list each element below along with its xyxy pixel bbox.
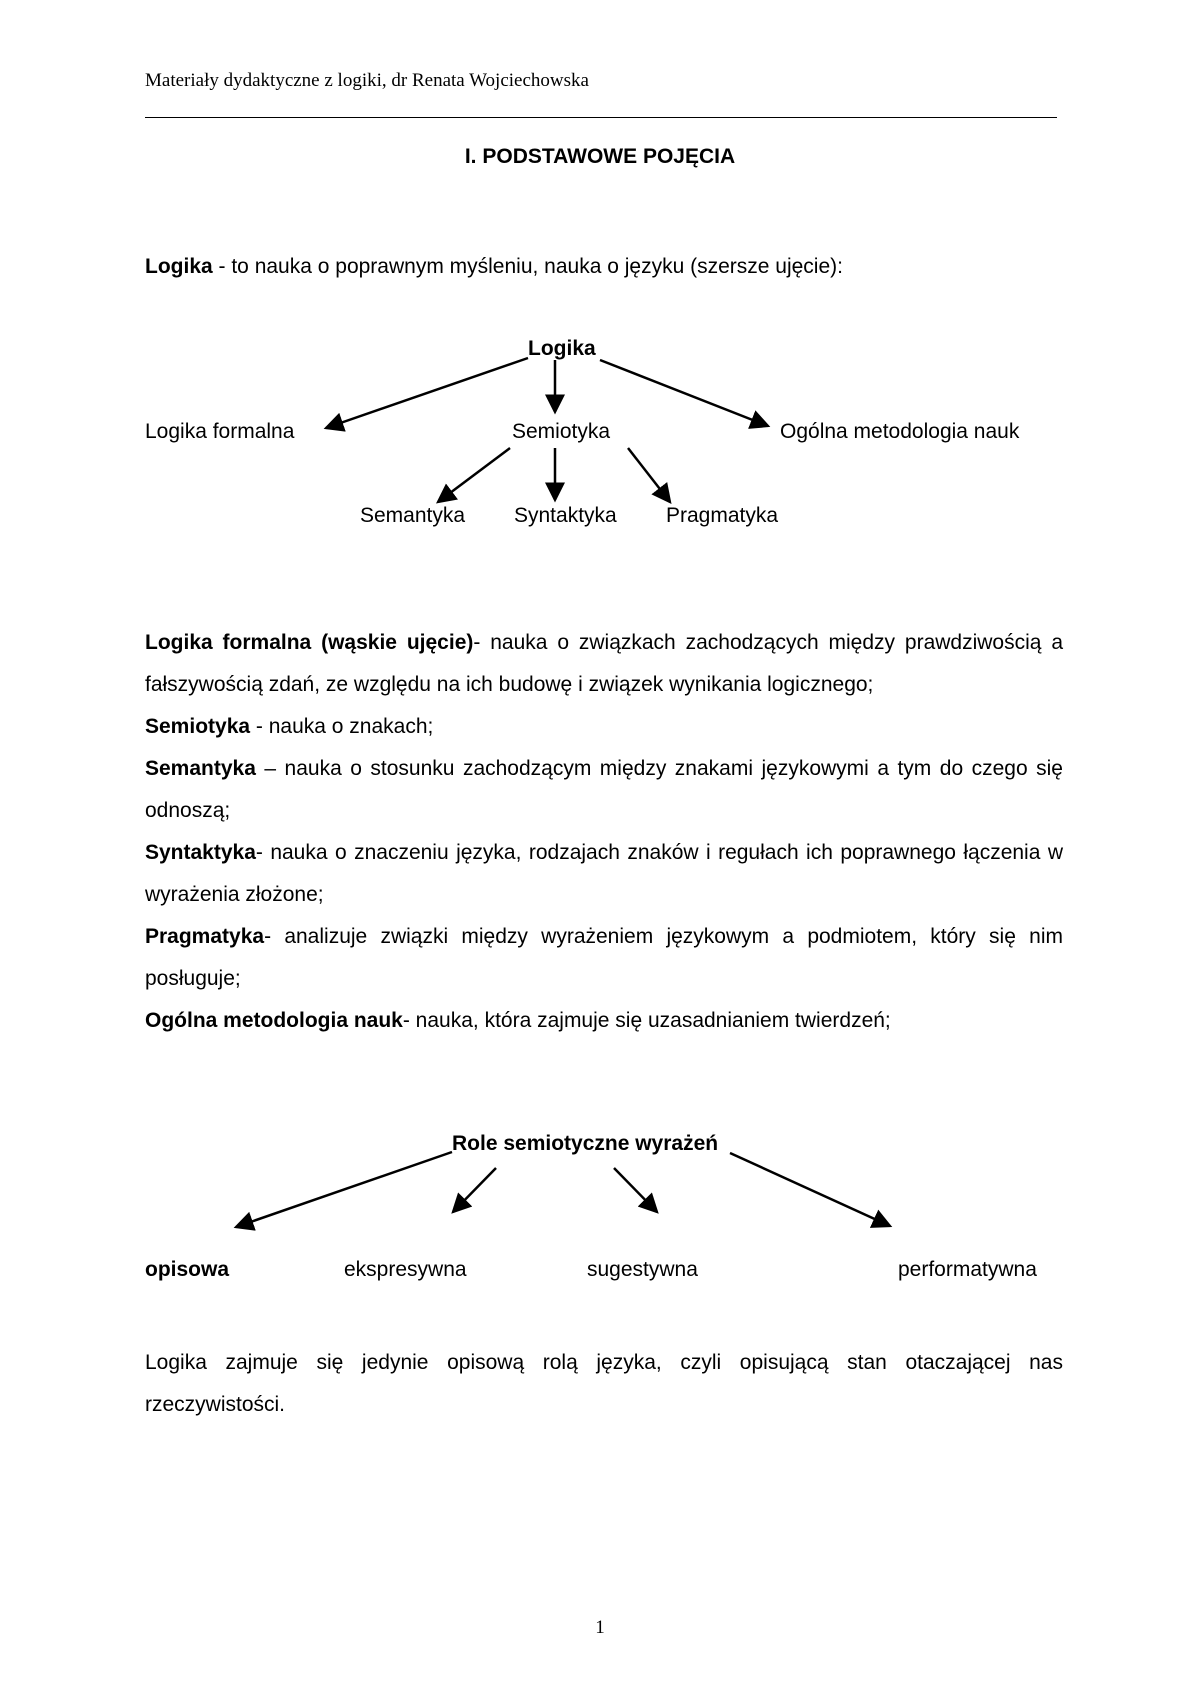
tree-node-logika-formalna: Logika formalna [145, 420, 295, 443]
definition-item [145, 832, 1063, 916]
arrow-semiotyka-semantyka [438, 448, 510, 502]
roles-root: Role semiotyczne wyrażeń [452, 1132, 719, 1155]
definition-text: - nauka o znakach; [250, 715, 434, 738]
page-title: I. PODSTAWOWE POJĘCIA [464, 145, 736, 168]
definition-text: - nauka, która zajmuje się uzasadnianiem twierdzeń; [402, 1009, 891, 1032]
role-opisowa: opisowa [145, 1258, 230, 1281]
tree-node-semiotyka: Semiotyka [512, 420, 611, 443]
tree-node-syntaktyka: Syntaktyka [514, 504, 617, 527]
definition-term: Pragmatyka [145, 925, 265, 948]
definition-term: Ogólna metodologia nauk [145, 1009, 403, 1032]
role-ekspresywna: ekspresywna [344, 1258, 467, 1281]
definition-item [145, 748, 1063, 832]
intro-text: - to nauka o poprawnym myśleniu, nauka o języku (szersze ujęcie): [212, 255, 843, 278]
definition-term: Syntaktyka [145, 841, 256, 864]
definition-text: - nauka o związkach zachodzących między prawdziwością a fałszywością zdań, ze względu na ich budowę i związek wynikania logicznego; [145, 631, 1064, 696]
tree-node-metodologia: Ogólna metodologia nauk [780, 420, 1020, 443]
role-sugestywna: sugestywna [587, 1258, 698, 1281]
arrow-roles-sugestywna [614, 1168, 657, 1212]
definition-item [145, 916, 1063, 1000]
intro-term: Logika [145, 255, 213, 278]
definition-item [145, 1000, 1063, 1042]
arrow-logika-metodologia [600, 360, 768, 426]
conclusion-paragraph: Logika zajmuje się jedynie opisową rolą języka, czyli opisującą stan otaczającej nas rzeczywistości. [145, 1351, 1063, 1416]
arrow-semiotyka-pragmatyka [628, 448, 670, 502]
definition-text: – nauka o stosunku zachodzącym między znakami językowymi a tym do czego się odnoszą; [145, 757, 1063, 822]
definition-term: Semiotyka [145, 715, 251, 738]
definition-text: - analizuje związki między wyrażeniem językowym a podmiotem, który się nim posługuje; [145, 925, 1063, 990]
role-performatywna: performatywna [898, 1258, 1037, 1281]
arrow-logika-formalna [326, 358, 528, 428]
page-number: 1 [595, 1617, 605, 1638]
definition-text: - nauka o znaczeniu języka, rodzajach znaków i regułach ich poprawnego łączenia w wyrażenia złożone; [145, 841, 1063, 906]
definition-item [145, 706, 1063, 748]
definition-term: Semantyka [145, 757, 256, 780]
arrow-roles-performatywna [730, 1153, 890, 1226]
definition-term: Logika formalna (wąskie ujęcie) [145, 631, 474, 654]
definition-item [145, 622, 1063, 706]
document-header: Materiały dydaktyczne z logiki, dr Renata Wojciechowska [145, 70, 589, 91]
tree-node-pragmatyka: Pragmatyka [666, 504, 779, 527]
arrow-roles-ekspresywna [453, 1168, 496, 1212]
tree-root-logika: Logika [528, 337, 596, 360]
arrow-roles-opisowa [236, 1152, 452, 1227]
definitions-list [145, 622, 1063, 1042]
tree-node-semantyka: Semantyka [360, 504, 466, 527]
